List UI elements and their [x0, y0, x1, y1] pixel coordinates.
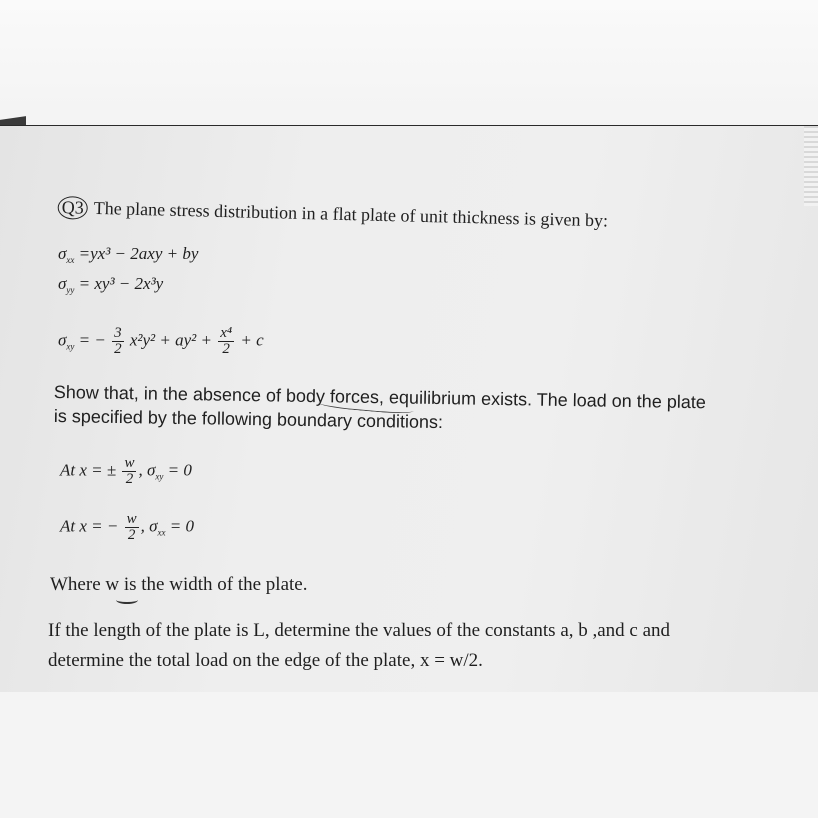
width-definition: Where w is the width of the plate.	[50, 574, 308, 595]
fraction-x4-halves: $\frac{\text{x⁴}}{2}$	[220, 325, 233, 357]
question-text: The plane stress distribution in a flat plate of unit thickness is given by:	[93, 197, 609, 231]
pen-underline-w	[116, 596, 138, 604]
task-line-2: determine the total load on the edge of the plate, x = w/2.	[48, 650, 483, 671]
statement-line-2: is specified by the following boundary conditions:	[53, 406, 444, 433]
equation-sigma-xx: $\sigma_{xx} =yx^3 - 2axy$ + by	[58, 244, 199, 265]
task-line-1: If the length of the plate is L, determine the values of the constants a, b ,and c and	[48, 620, 671, 641]
fraction-three-halves: $\frac{3}{2}$	[114, 325, 122, 357]
boundary-condition-1: At x = ± $\frac{w}{2}$ , $\sigma_{xy} = 0$	[60, 455, 192, 487]
background-bottom	[0, 692, 818, 818]
equation-sigma-xy: $\sigma_{xy}$ = − $\frac{3}{2}$ x²y² + ay² + $\frac{\text{x⁴}}{2}$ + c	[58, 325, 264, 357]
paper-stack-edge	[804, 126, 818, 206]
background-top	[0, 0, 818, 130]
statement-line-1: Show that, in the absence of body forces, equilibrium exists. The load on the plate	[53, 382, 706, 413]
equation-sigma-yy: $\sigma_{yy} = xy^3 - 2x^3y$	[58, 274, 164, 295]
boundary-condition-2: At x = − $\frac{w}{2}$ , $\sigma_{xx} = 0$	[60, 511, 194, 543]
question-number: Q3	[57, 196, 88, 220]
